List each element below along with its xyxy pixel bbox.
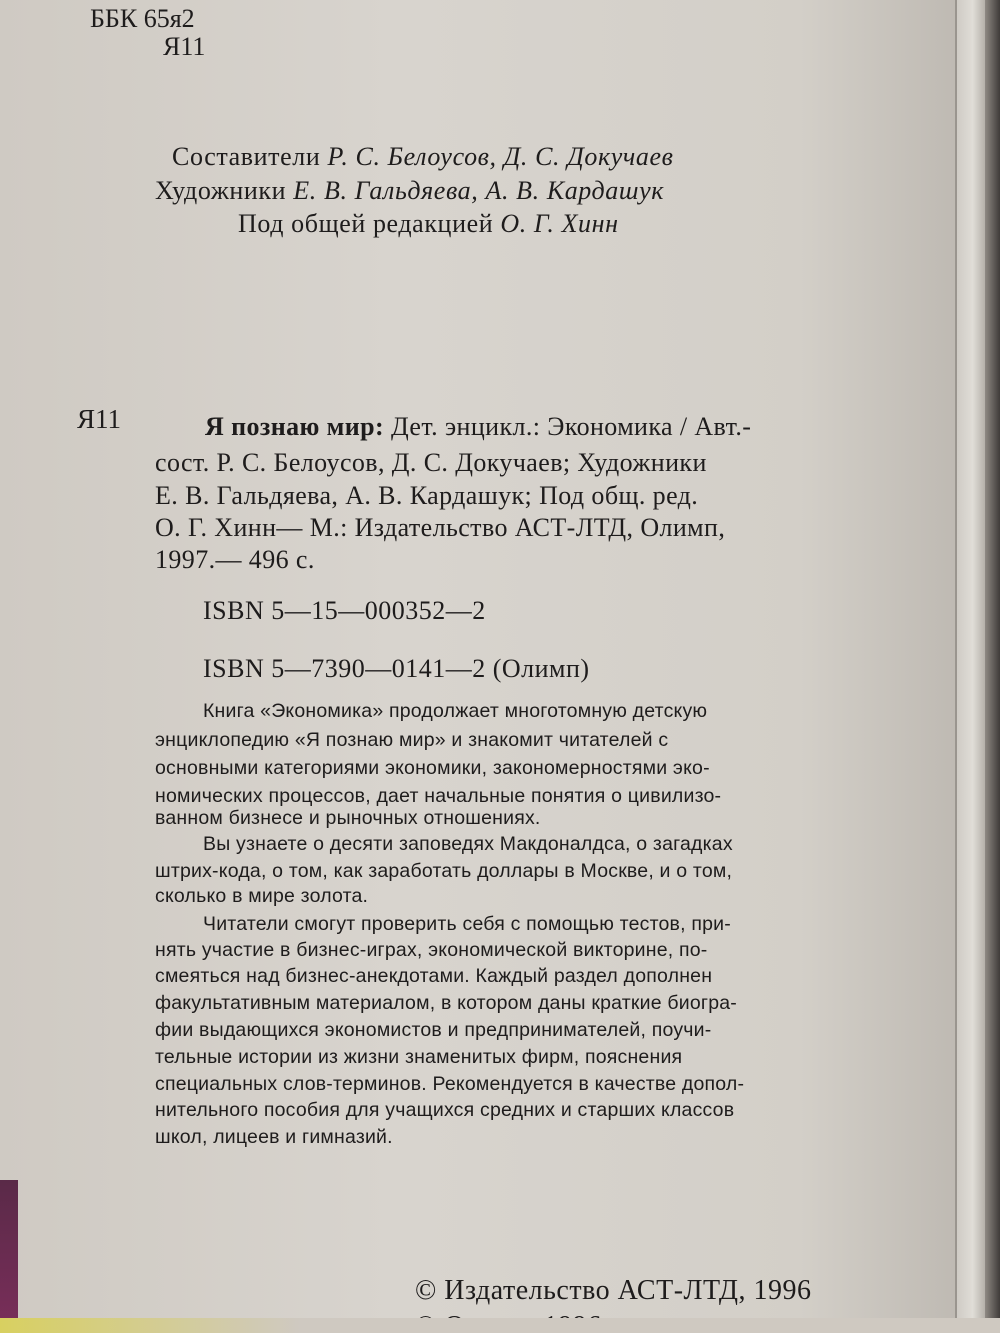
annotation-line: факультативным материалом, в котором даны краткие биогра-: [155, 992, 737, 1014]
compilers-label: Составители: [172, 142, 321, 171]
artists-label: Художники: [155, 176, 287, 205]
annotation-line: энциклопедию «Я познаю мир» и знакомит читателей с: [155, 729, 669, 751]
catalog-entry-line-3: Е. В. Гальдяева, А. В. Кардашук; Под общ. ред.: [155, 481, 699, 510]
annotation-line: ванном бизнесе и рыночных отношениях.: [155, 807, 541, 829]
annotation-line: нительного пособия для учащихся средних и старших классов: [155, 1099, 735, 1121]
compilers-line: [172, 142, 674, 172]
annotation-line: Книга «Экономика» продолжает многотомную детскую: [203, 700, 708, 722]
catalog-entry-line-5: 1997.— 496 с.: [155, 545, 315, 574]
annotation-line: номических процессов, дает начальные понятия о цивилизо-: [155, 785, 722, 807]
isbn-olimp: ISBN 5—7390—0141—2 (Олимп): [203, 654, 590, 683]
catalog-line1-rest: Дет. энцикл.: Экономика / Авт.-: [384, 412, 752, 441]
annotation-line: смеяться над бизнес-анекдотами. Каждый раздел дополнен: [155, 965, 713, 987]
editor-name: О. Г. Хинн: [500, 209, 619, 238]
isbn-ast: ISBN 5—15—000352—2: [203, 596, 486, 625]
annotation-line: школ, лицеев и гимназий.: [155, 1126, 393, 1148]
book-spine-edge: [985, 0, 1000, 1333]
compilers-names: Р. С. Белоусов, Д. С. Докучаев: [327, 142, 674, 171]
annotation-line: фии выдающихся экономистов и предпринимателей, поучи-: [155, 1019, 712, 1041]
editor-line: [238, 209, 619, 239]
catalog-title: Я познаю мир:: [205, 412, 385, 441]
annotation-line: тельные истории из жизни знаменитых фирм, пояснения: [155, 1046, 683, 1068]
annotation-line: нять участие в бизнес-играх, экономической викторине, по-: [155, 939, 708, 961]
annotation-line: штрих-кода, о том, как заработать доллары в Москве, и о том,: [155, 860, 733, 882]
copyright-ast: © Издательство АСТ-ЛТД, 1996: [415, 1275, 812, 1306]
author-mark: Я11: [163, 32, 206, 61]
annotation-line: основными категориями экономики, закономерностями эко-: [155, 757, 710, 779]
artists-names: Е. В. Гальдяева, А. В. Кардашук: [293, 176, 665, 205]
artists-line: [155, 176, 664, 206]
annotation-line: специальных слов-терминов. Рекомендуется в качестве допол-: [155, 1073, 745, 1095]
catalog-entry-line-4: О. Г. Хинн— М.: Издательство АСТ-ЛТД, Олимп,: [155, 513, 726, 542]
annotation-line: Читатели смогут проверить себя с помощью тестов, при-: [203, 913, 731, 935]
editor-label: Под общей редакцией: [238, 209, 494, 238]
annotation-line: Вы узнаете о десяти заповедях Макдоналдса, о загадках: [203, 833, 733, 855]
annotation-line: сколько в мире золота.: [155, 885, 369, 907]
catalog-entry-line-2: сост. Р. С. Белоусов, Д. С. Докучаев; Художники: [155, 448, 707, 477]
bbk-code: ББК 65я2: [90, 4, 195, 33]
catalog-entry-line-1: [205, 412, 751, 442]
bottom-edge: [0, 1318, 1000, 1333]
catalog-code: Я11: [77, 404, 122, 434]
